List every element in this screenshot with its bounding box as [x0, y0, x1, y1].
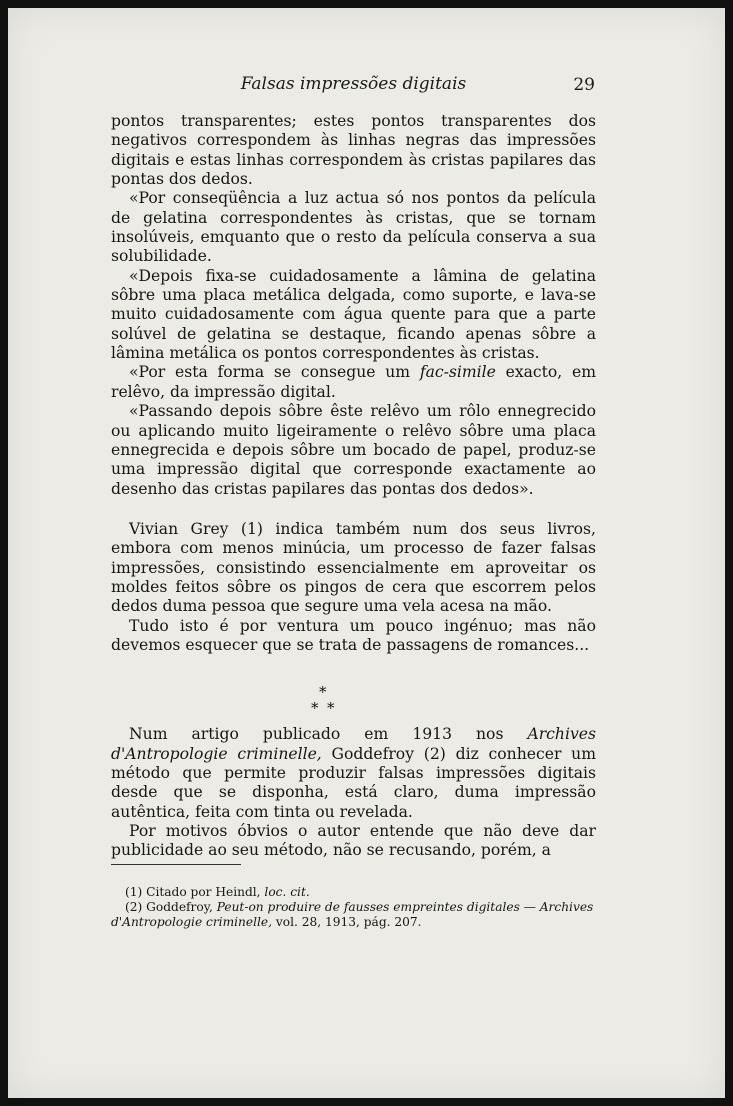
- paragraph: [111, 402, 596, 499]
- text-run: Vivian Grey (1) indica também num dos seus livros, embora com menos minúcia, um processo de fazer falsas impressões, consistindo essencialmente em aproveitar os moldes feitos sôbre os pingos de cera que escorrem pelos dedos duma pessoa que segure uma vela acesa na mão.: [111, 519, 596, 616]
- italic-run: fac-simile: [419, 363, 496, 382]
- text-block-after-separator: [111, 725, 596, 860]
- separator-star: *: [311, 699, 319, 718]
- text-run: (2) Goddefroy,: [125, 900, 217, 914]
- paragraph: [111, 189, 596, 266]
- text-run: exacto, em relêvo, da impressão digital.: [111, 363, 597, 401]
- footnote-list: [111, 885, 596, 930]
- text-run: «Passando depois sôbre êste relêvo um rôlo ennegrecido ou aplicando muito ligeiramente o relêvo sôbre uma placa ennegrecida e depois sôbre um bocado de papel, produz-se uma impressão digital que corresponde exactamente ao desenho das cristas papilares das pontas dos dedos».: [111, 402, 596, 498]
- running-header: [112, 74, 595, 98]
- paragraph: [111, 267, 596, 364]
- footnote: [111, 885, 596, 900]
- italic-run: Archives d'Antropologie criminelle,: [111, 725, 596, 763]
- page-number: 29: [573, 75, 595, 95]
- paragraph: [111, 617, 596, 656]
- text-run: Por motivos óbvios o autor entende que não deve dar publicidade ao seu método, não se recusando, porém, a: [111, 822, 596, 860]
- text-run: «Por esta forma se consegue um: [129, 363, 420, 382]
- text-run: Tudo isto é por ventura um pouco ingénuo; mas não devemos esquecer que se trata de passagens de romances...: [111, 616, 596, 654]
- text-run: «Por conseqüência a luz actua só nos pontos da película de gelatina correspondentes às cristas, que se tornam insolúveis, emquanto que o resto da película conserva a sua solubilidade.: [111, 189, 596, 266]
- text-run: «Depois fixa-se cuidadosamente a lâmina de gelatina sôbre uma placa metálica delgada, como suporte, e lava-se muito cuidadosamente com água quente para que a parte solúvel de gelatina se destaque, ficando apenas sôbre a lâmina metálica os pontos correspondentes às cristas.: [111, 266, 596, 363]
- separator-star: *: [319, 683, 327, 702]
- running-title: Falsas impressões digitais: [240, 74, 467, 94]
- footnote: [111, 900, 596, 930]
- footnotes: [111, 864, 596, 930]
- paragraph: [111, 725, 596, 822]
- footnote-rule: [111, 864, 241, 865]
- paragraph: [111, 822, 596, 861]
- separator-star: *: [327, 699, 335, 718]
- text-run: pontos transparentes; estes pontos transparentes dos negativos correspondem às linhas negras das impressões digitais e estas linhas correspondem às cristas papilares das pontas dos dedos.: [111, 112, 596, 189]
- text-run: Num artigo publicado em 1913 nos: [129, 725, 528, 744]
- main-text: [111, 112, 596, 861]
- text-run: vol. 28, 1913, pág. 207.: [271, 915, 422, 929]
- paragraph: [111, 112, 596, 189]
- italic-run: Peut-on produire de fausses empreintes digitales — Archives d'Antropologie criminelle,: [111, 900, 594, 929]
- book-page: [8, 8, 725, 1098]
- paragraph: [111, 520, 596, 617]
- section-separator: [111, 681, 596, 725]
- text-run: (1) Citado por Heindl,: [125, 885, 265, 899]
- italic-run: loc. cit.: [264, 885, 310, 899]
- text-block-before-separator: [111, 112, 596, 655]
- text-run: Goddefroy (2) diz conhecer um método que permite produzir falsas impressões digitais desde que se disponha, está claro, duma impressão autêntica, feita com tinta ou revelada.: [111, 744, 597, 821]
- paragraph: [111, 363, 596, 402]
